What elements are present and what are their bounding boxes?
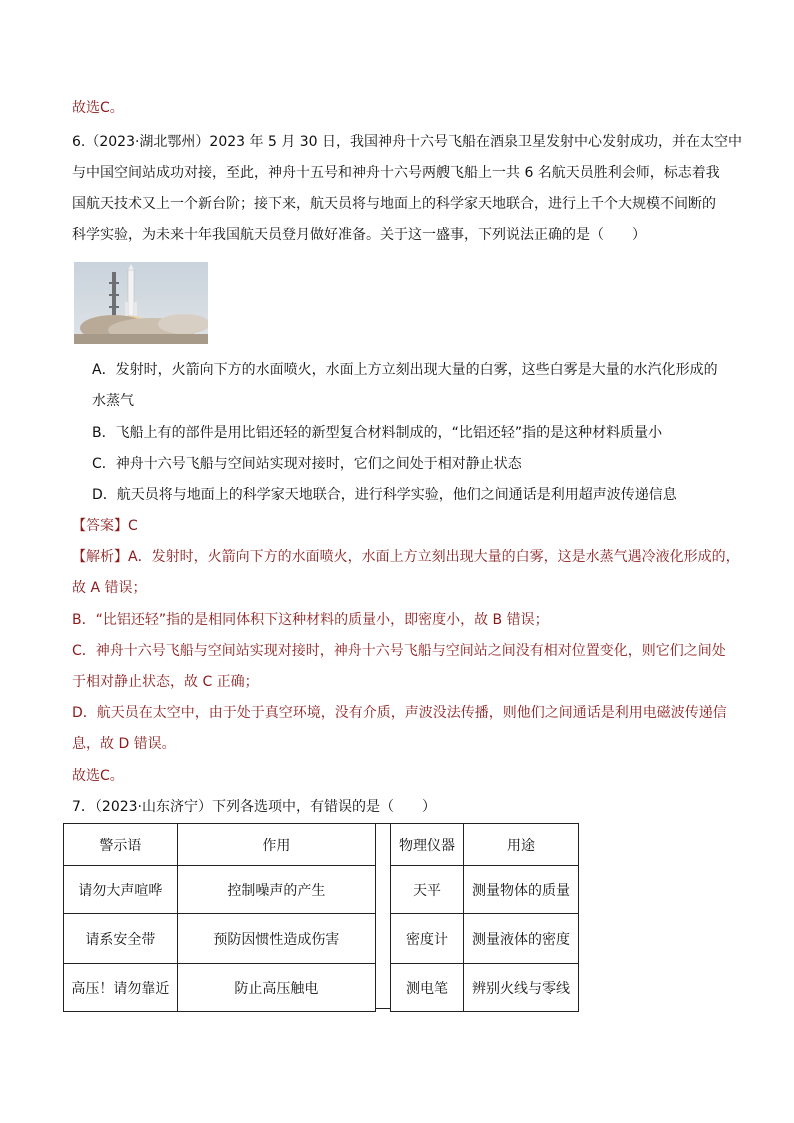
table-cell: 天平 bbox=[391, 866, 464, 914]
option-a-line: A．发射时，火箭向下方的水面喷火，水面上方立刻出现大量的白雾，这些白雾是大量的水汽化形成的 bbox=[92, 362, 718, 378]
option-c-line: C．神舟十六号飞船与空间站实现对接时，它们之间处于相对静止状态 bbox=[92, 456, 522, 472]
table-cell: 高压！请勿靠近 bbox=[64, 964, 178, 1012]
table-row bbox=[64, 914, 376, 964]
table-row bbox=[391, 964, 579, 1012]
warning-sign-table bbox=[63, 823, 376, 1012]
table-cell: 请勿大声喧哗 bbox=[64, 866, 178, 914]
table-header-cell: 用途 bbox=[464, 824, 579, 866]
question-6-text-line: 与中国空间站成功对接，至此，神舟十五号和神舟十六号两艘飞船上一共 6 名航天员胜利会师，标志着我 bbox=[72, 165, 720, 181]
table-cell: 密度计 bbox=[391, 914, 464, 964]
option-a-line-cont: 水蒸气 bbox=[92, 393, 134, 409]
rocket-launch-photo bbox=[74, 262, 208, 344]
table-cell: 测量液体的密度 bbox=[464, 914, 579, 964]
question-6-text-line: 科学实验，为未来十年我国航天员登月做好准备。关于这一盛事，下列说法正确的是（ ） bbox=[72, 227, 646, 243]
explanation-label: 【解析】 bbox=[72, 549, 128, 565]
table-header-row bbox=[391, 824, 579, 866]
explanation-line bbox=[72, 547, 740, 567]
table-header-cell: 物理仪器 bbox=[391, 824, 464, 866]
table-row bbox=[391, 914, 579, 964]
top-answer-line: 故选C。 bbox=[72, 100, 124, 116]
answer-value: C bbox=[128, 518, 138, 534]
table-header-cell: 警示语 bbox=[64, 824, 178, 866]
table-divider bbox=[376, 823, 390, 1009]
explanation-c-cont: 于相对静止状态，故 C 正确； bbox=[72, 674, 259, 690]
table-cell: 防止高压触电 bbox=[177, 964, 375, 1012]
explanation-d-cont: 息，故 D 错误。 bbox=[72, 736, 176, 752]
explanation-a-cont: 故 A 错误； bbox=[72, 580, 147, 596]
table-cell: 请系安全带 bbox=[64, 914, 178, 964]
table-cell: 控制噪声的产生 bbox=[177, 866, 375, 914]
answer-label: 【答案】 bbox=[72, 518, 128, 534]
explanation-a-text: A．发射时，火箭向下方的水面喷火，水面上方立刻出现大量的白雾，这是水蒸气遇冷液化形成的， bbox=[128, 549, 740, 565]
option-d-line: D．航天员将与地面上的科学家天地联合，进行科学实验，他们之间通话是利用超声波传递信息 bbox=[92, 487, 677, 503]
question-6-text-line: 6.（2023·湖北鄂州）2023 年 5 月 30 日，我国神舟十六号飞船在酒泉卫星发射中心发射成功，并在太空中 bbox=[72, 134, 743, 150]
table-cell: 预防因惯性造成伤害 bbox=[177, 914, 375, 964]
explanation-b-line: B．“比铝还轻”指的是相同体积下这种材料的质量小，即密度小，故 B 错误； bbox=[72, 612, 549, 628]
question-6-text-line: 国航天技术又上一个新台阶；接下来，航天员将与地面上的科学家天地联合，进行上千个大规模不间断的 bbox=[72, 196, 716, 212]
instrument-table bbox=[390, 823, 579, 1012]
table-cell: 测电笔 bbox=[391, 964, 464, 1012]
table-cell: 辨别火线与零线 bbox=[464, 964, 579, 1012]
answer-line bbox=[72, 516, 138, 536]
explanation-d-line: D．航天员在太空中，由于处于真空环境，没有介质，声波没法传播，则他们之间通话是利用电磁波传递信 bbox=[72, 705, 727, 721]
table-row bbox=[64, 964, 376, 1012]
option-b-line: B．飞船上有的部件是用比铝还轻的新型复合材料制成的，“比铝还轻”指的是这种材料质量小 bbox=[92, 425, 663, 441]
final-answer-line: 故选C。 bbox=[72, 768, 124, 784]
table-header-cell: 作用 bbox=[177, 824, 375, 866]
table-row bbox=[64, 866, 376, 914]
table-row bbox=[391, 866, 579, 914]
explanation-c-line: C．神舟十六号飞船与空间站实现对接时，神舟十六号飞船与空间站之间没有相对位置变化，则它们之间处 bbox=[72, 643, 726, 659]
table-cell: 测量物体的质量 bbox=[464, 866, 579, 914]
question-7-text-line: 7．（2023·山东济宁）下列各选项中，有错误的是（ ） bbox=[72, 799, 436, 815]
table-header-row bbox=[64, 824, 376, 866]
